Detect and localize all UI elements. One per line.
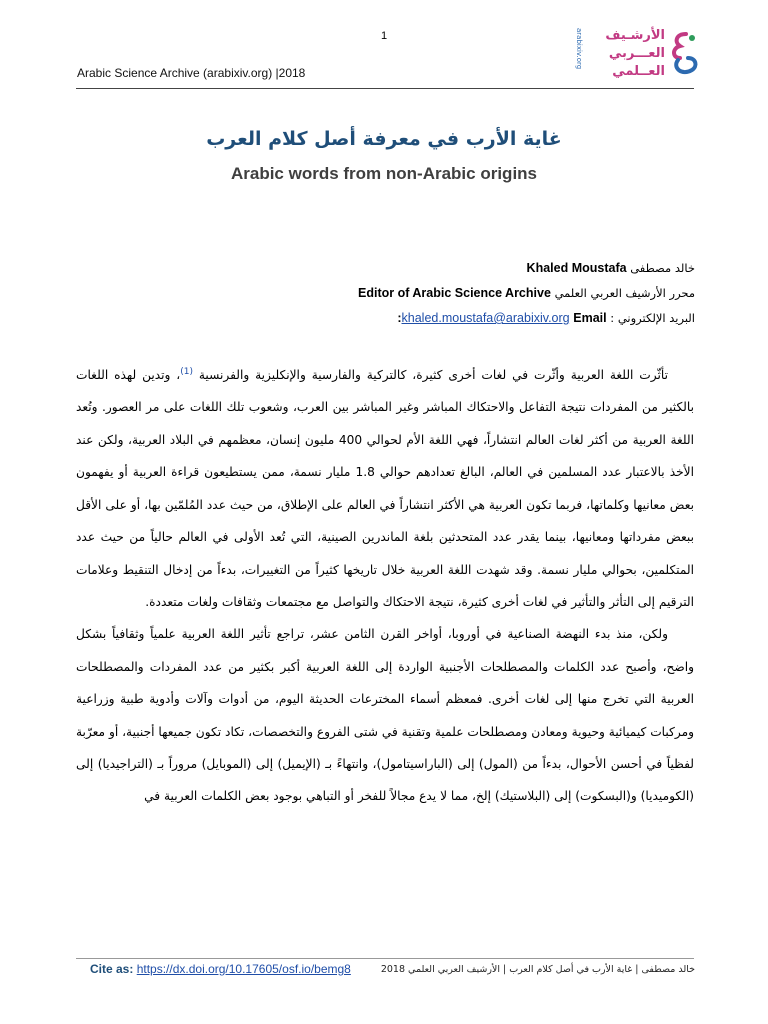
footer-divider <box>76 958 694 959</box>
email-label-ar: البريد الإلكتروني : <box>610 311 695 325</box>
author-name-ar: خالد مصطفى <box>630 261 695 275</box>
footer-citation-ar: خالد مصطفى | غاية الأرب في أصل كلام العرب | الأرشيف العربي العلمي 2018 <box>380 964 695 975</box>
arabixiv-logo <box>565 22 700 82</box>
author-email-line <box>135 306 695 331</box>
author-name-en: Khaled Moustafa <box>526 261 627 275</box>
author-role-line <box>135 281 695 306</box>
author-role-en: Editor of Arabic Science Archive <box>358 286 551 300</box>
author-name-line <box>135 256 695 281</box>
cite-label: Cite as: <box>90 962 134 976</box>
title-english: Arabic words from non-Arabic origins <box>230 164 538 183</box>
header-divider <box>76 88 694 89</box>
logo-line-1: الأرشـيف <box>605 28 665 43</box>
logo-mark-icon <box>668 28 700 78</box>
title-arabic: غاية الأرب في معرفة أصل كلام العرب <box>206 128 562 150</box>
logo-line-2: العـــربي <box>608 46 665 61</box>
author-role-ar: محرر الأرشيف العربي العلمي <box>554 286 695 300</box>
email-label-en: Email: <box>397 311 607 325</box>
archive-header-line: Arabic Science Archive (arabixiv.org) |2018 <box>77 66 306 80</box>
paragraph-2: ولكن، منذ بدء النهضة الصناعية في أوروبا، أواخر القرن الثامن عشر، تراجع تأثير اللغة العربية علمياً وثقافياً بشكل واضح، وأصبح عدد الكلمات والمصطلحات الأجنبية الواردة إلى اللغة العربية أكبر بكثير من عدد المفردات والمصطلحات العربية التي تخرج منها إلى لغات أخرى. فمعظم أسماء المخترعات الحديثة اليوم، من أدوات وآلات وأدوية طبية وزراعية ومركبات كيميائية وحيوية ومعادن ومصطلحات علمية وتقنية في شتى الفروع والتخصصات، تكاد تكون جميعها أجنبية، أو معرّبة لفظياً في أحسن الأحوال، بدءاً من (المول) إلى (الباراسيتامول)، وانتهاءً بـ (الإيميل) إلى (الموبايل) مروراً بـ (التراجيديا) إلى (الكوميديا) و(البسكوت) إلى (البلاستيك) إلخ، مما لا يدع مجالاً للفخر أو التباهي بوجود بعض الكلمات العربية في <box>76 627 694 804</box>
author-block <box>135 256 695 331</box>
cite-doi-link[interactable]: https://dx.doi.org/10.17605/osf.io/bemg8 <box>136 962 351 976</box>
paragraph-1-rest: ، وتدين لهذه اللغات بالكثير من المفردات نتيجة التفاعل والاحتكاك المباشر وغير المباشر بين العرب، وشعوب تلك اللغات على مر العصور. وتُعد اللغة العربية من أكثر لغات العالم انتشاراً، فهي اللغة الأم لحوالي 400 مليون إنسان، معظمهم في البلاد العربية، ولكن عند الأخذ بالاعتبار عدد المسلمين في العالم، البالغ تعدادهم حوالي 1.8 مليار نسمة، ممن يستطيعون قراءة العربية أو يفهمون بعض معانيها وكلماتها، فربما تكون العربية هي الأكثر انتشاراً في العالم على الإطلاق، من حيث عدد المُلمّين بها، أو على الأقل ببعض مفرداتها ومعانيها، بينما يقدر عدد المتحدثين بلغة الماندرين الصينية، التي تُعد الأولى في العالم حالياً من حيث عدد المتكلمين، بحوالي مليار نسمة. وقد شهدت اللغة العربية خلال تاريخها كثيراً من التغييرات، بدءاً من إدخال التنقيط وعلامات الترقيم إلى التأثر والتأثير في لغات أخرى كثيرة، نتيجة الاحتكاك والتواصل مع مجتمعات وثقافات ولغات متعددة. <box>76 368 695 609</box>
author-email-link[interactable]: khaled.moustafa@arabixiv.org <box>401 311 570 325</box>
footnote-ref[interactable]: (1) <box>180 367 193 377</box>
cite-line <box>90 962 351 976</box>
article-body <box>76 356 694 813</box>
page-number: 1 <box>380 30 388 42</box>
logo-side-text: arabixiv.org <box>575 28 583 70</box>
paragraph-1 <box>76 356 694 618</box>
logo-line-3: العــلمي <box>612 64 665 79</box>
paragraph-1-start: تأثّرت اللغة العربية وأثّرت في لغات أخرى كثيرة، كالتركية والفارسية والإنكليزية والفرنسية <box>198 368 668 383</box>
